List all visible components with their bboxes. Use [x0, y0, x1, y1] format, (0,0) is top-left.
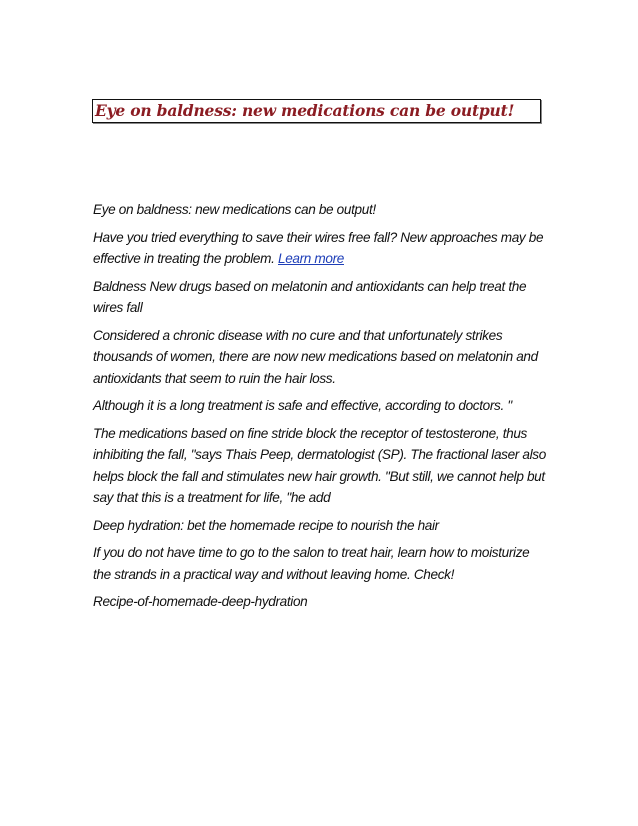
paragraph-text: Have you tried everything to save their wires free fall? New approaches may be effective in treating the problem.	[93, 229, 544, 266]
paragraph-headline	[93, 199, 548, 221]
paragraph-text: If you do not have time to go to the salon to treat hair, learn how to moisturize the strands in a practical way and without leaving home. Check!	[93, 545, 530, 582]
learn-more-link[interactable]: Learn more	[277, 251, 344, 266]
paragraph-chronic-disease	[93, 325, 548, 390]
paragraph-salon	[93, 542, 548, 585]
paragraph-text: Recipe-of-homemade-deep-hydration	[93, 594, 308, 609]
document-title: Eye on baldness: new medications can be output!	[95, 101, 515, 120]
paragraph-text: Deep hydration: bet the homemade recipe to nourish the hair	[93, 517, 439, 533]
paragraph-text: The medications based on fine stride block the receptor of testosterone, thus inhibiting the fall, "says Thais Peep, dermatologist (SP). The fractional laser also helps block the fall and stimulates new hair growth. "But still, we cannot help but say that this is a treatment for life, "he add	[93, 425, 546, 505]
paragraph-medications-quote	[93, 423, 548, 509]
paragraph-text: Baldness New drugs based on melatonin and antioxidants can help treat the wires fall	[93, 278, 527, 315]
paragraph-text: Although it is a long treatment is safe and effective, according to doctors. "	[93, 398, 512, 413]
paragraph-text: Eye on baldness: new medications can be output!	[93, 202, 376, 217]
paragraph-recipe	[93, 591, 548, 613]
document-title-box	[92, 99, 541, 123]
paragraph-text: Considered a chronic disease with no cure and that unfortunately strikes thousands of women, there are now new medications based on melatonin and antioxidants that seem to ruin the hair loss.	[93, 327, 538, 386]
paragraph-intro	[93, 227, 548, 270]
article-body	[93, 199, 548, 619]
paragraph-deep-hydration-heading	[93, 515, 548, 537]
paragraph-subheading	[93, 276, 548, 319]
paragraph-long-treatment	[93, 395, 548, 417]
